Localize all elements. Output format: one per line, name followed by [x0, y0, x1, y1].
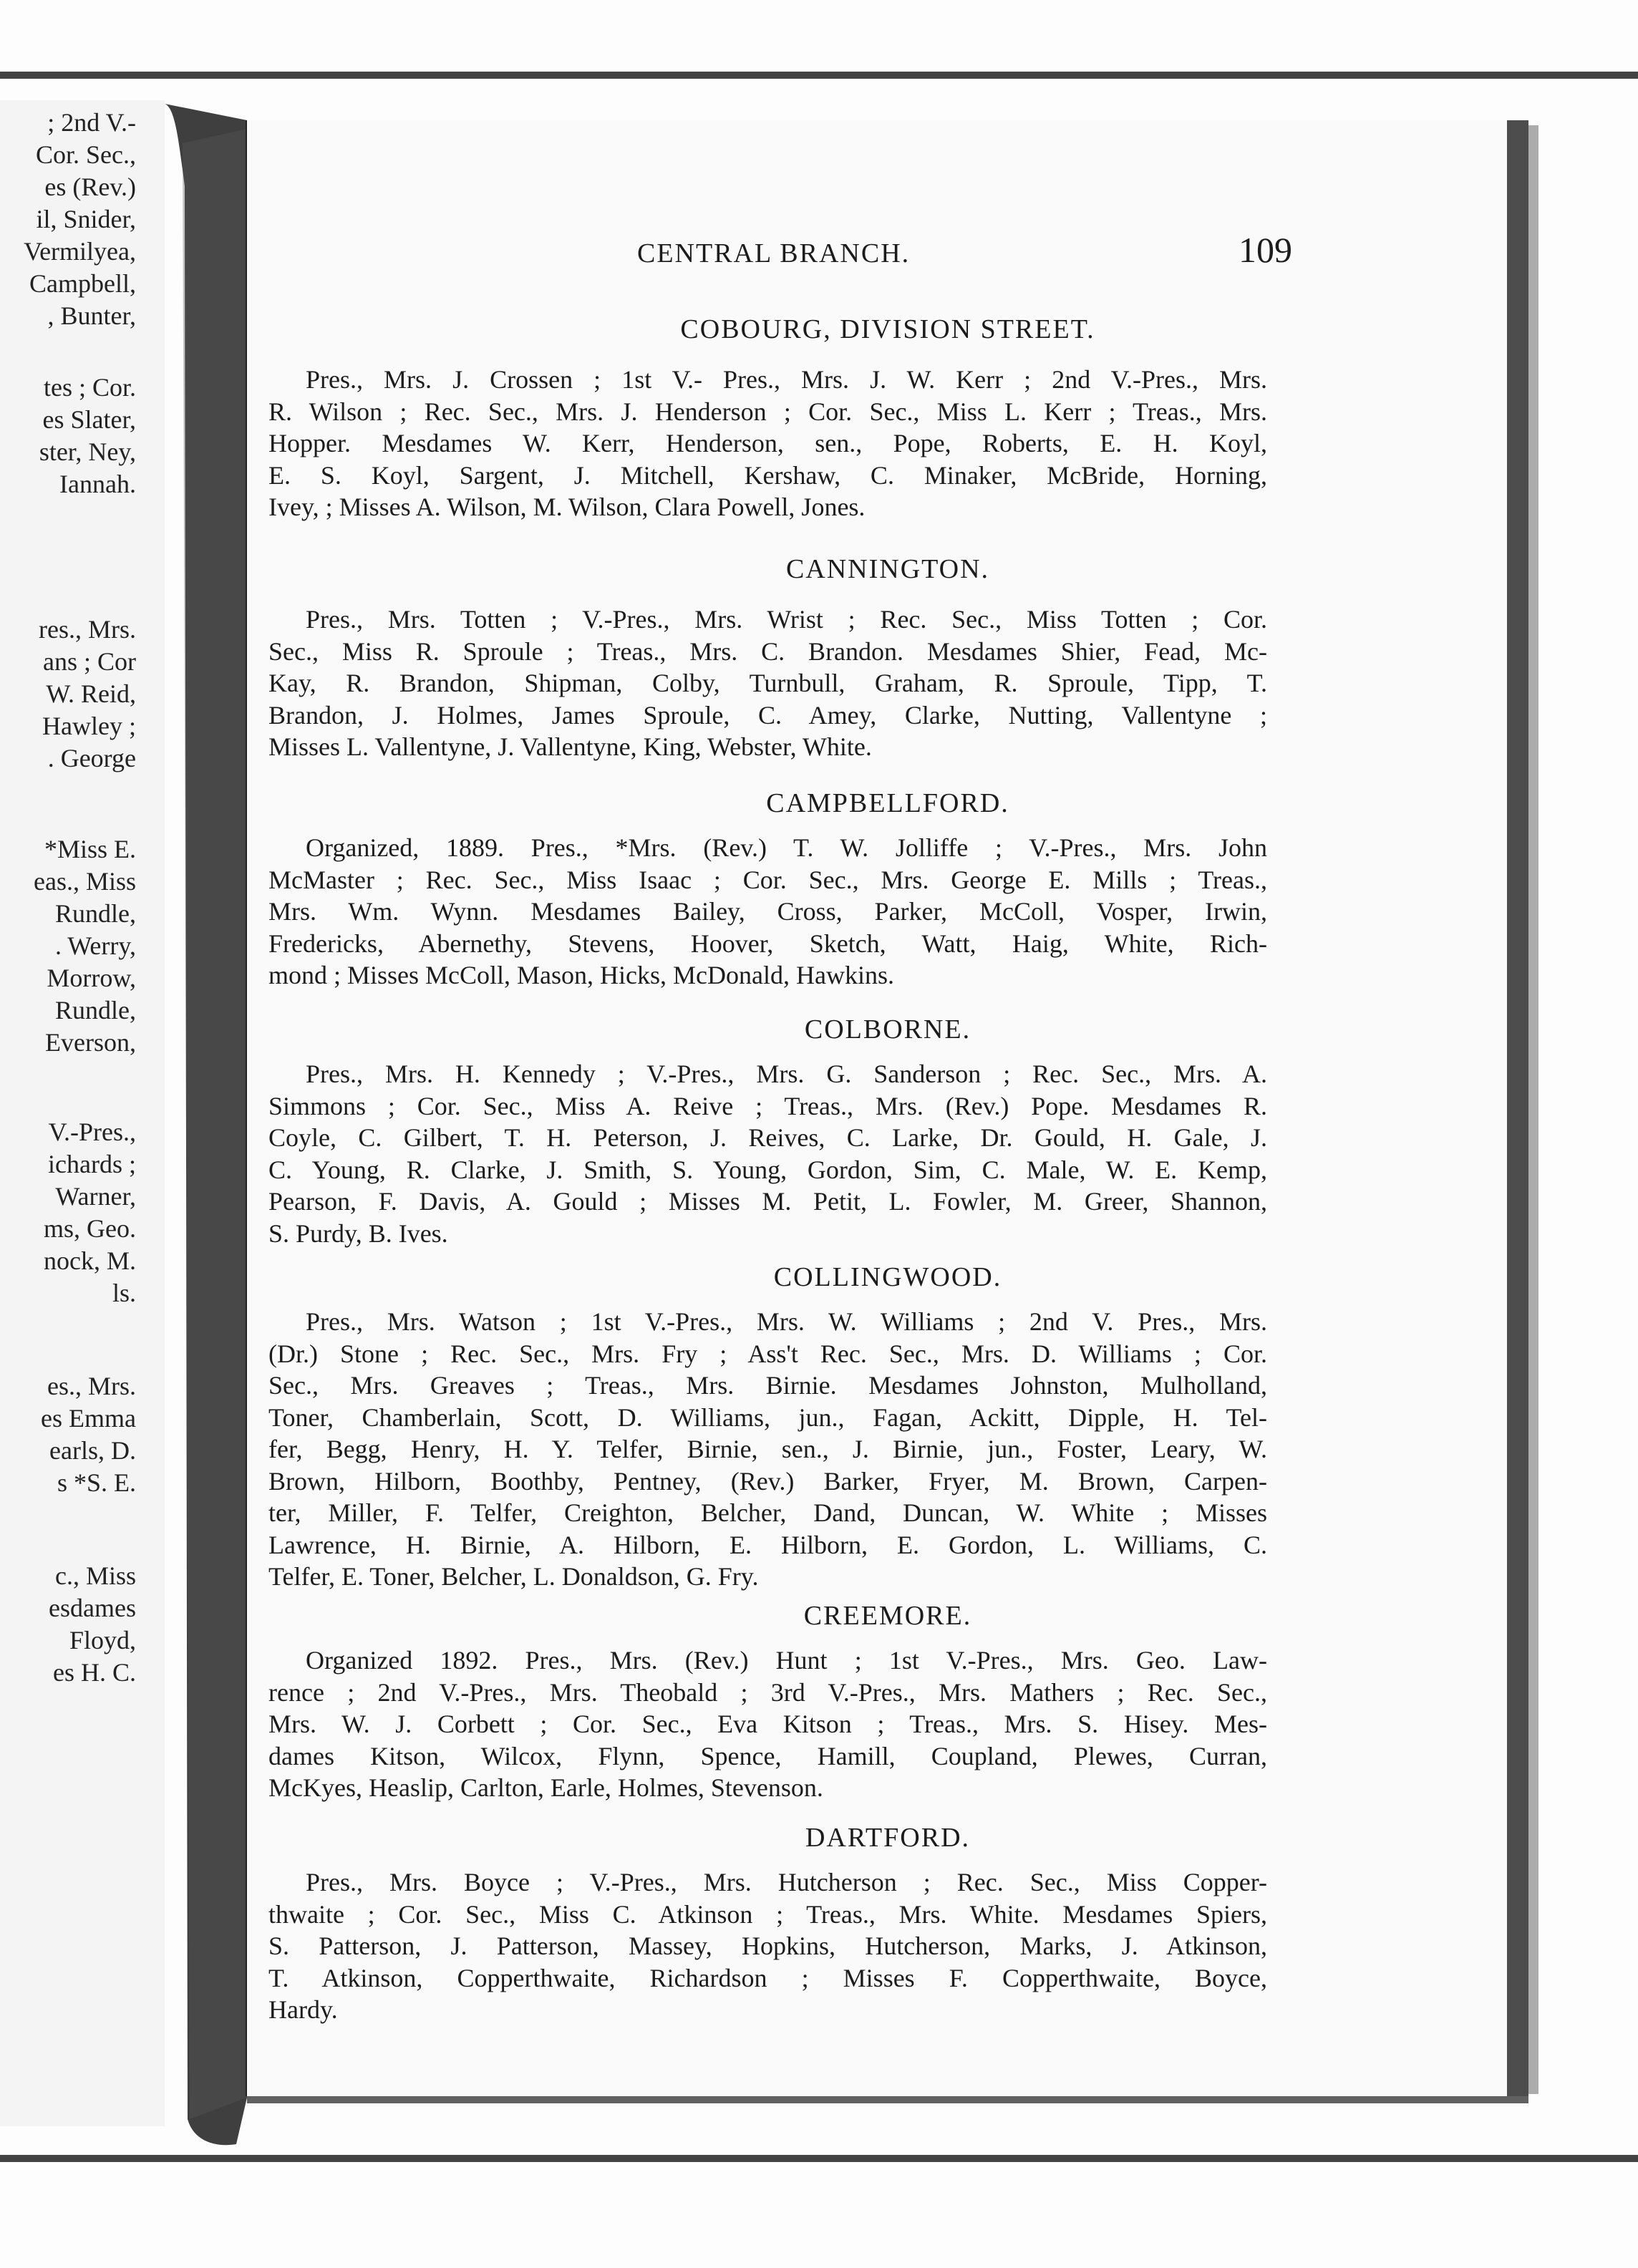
facing-page-fragment: ls.	[112, 1279, 136, 1307]
text-line: Toner, Chamberlain, Scott, D. Williams, jun., Fagan, Ackitt, Dipple, H. Tel-	[268, 1402, 1267, 1432]
text-line: S. Patterson, J. Patterson, Massey, Hopkins, Hutcherson, Marks, J. Atkinson,	[268, 1932, 1267, 1960]
section-title: DARTFORD.	[805, 1823, 971, 1853]
section-body	[268, 832, 1267, 992]
text-line: Pres., Mrs. J. Crossen ; 1st V.- Pres., Mrs. J. W. Kerr ; 2nd V.-Pres., Mrs.	[306, 365, 1267, 394]
section-cobourg	[247, 314, 1507, 521]
section-title: CREEMORE.	[803, 1601, 972, 1631]
facing-page-fragment: V.-Pres.,	[48, 1118, 136, 1146]
facing-page-fragment: . George	[47, 744, 136, 772]
text-line: Brown, Hilborn, Boothby, Pentney, (Rev.) Barker, Fryer, M. Brown, Carpen-	[268, 1466, 1267, 1496]
facing-page-fragment: Rundle,	[55, 996, 136, 1024]
section-title: CANNINGTON.	[785, 554, 990, 584]
facing-page-fragment: es Emma	[41, 1404, 136, 1433]
section-campbellford	[247, 788, 1507, 989]
text-line: Pres., Mrs. H. Kennedy ; V.-Pres., Mrs. G. Sanderson ; Rec. Sec., Mrs. A.	[306, 1060, 1267, 1088]
text-line: Misses L. Vallentyne, J. Vallentyne, King, Webster, White.	[268, 732, 872, 761]
text-line: E. S. Koyl, Sargent, J. Mitchell, Kershaw, C. Minaker, McBride, Horning,	[268, 460, 1267, 490]
section-body	[268, 1866, 1267, 2026]
text-line: C. Young, R. Clarke, J. Smith, S. Young, Gordon, Sim, C. Male, W. E. Kemp,	[268, 1155, 1267, 1184]
facing-page-fragment: es Slater,	[42, 405, 136, 434]
section-cannington	[247, 553, 1507, 761]
facing-page-fragment: . Werry,	[54, 931, 136, 960]
facing-page-fragment: es., Mrs.	[47, 1372, 136, 1400]
section-creemore	[247, 1600, 1507, 1802]
section-collingwood	[247, 1261, 1507, 1591]
section-dartford	[247, 1822, 1507, 2024]
facing-page-fragment: s *S. E.	[57, 1468, 136, 1497]
facing-page-fragment: Morrow,	[47, 964, 136, 992]
facing-page-fragment: Floyd,	[69, 1626, 136, 1654]
text-line: rence ; 2nd V.-Pres., Mrs. Theobald ; 3rd V.-Pres., Mrs. Mathers ; Rec. Sec.,	[268, 1677, 1267, 1707]
section-title: COBOURG, DIVISION STREET.	[680, 314, 1095, 344]
text-line: dames Kitson, Wilcox, Flynn, Spence, Hamill, Coupland, Plewes, Curran,	[268, 1741, 1267, 1770]
facing-page-fragment: Hawley ;	[42, 712, 136, 740]
text-line: Organized, 1889. Pres., *Mrs. (Rev.) T. W. Jolliffe ; V.-Pres., Mrs. John	[306, 833, 1267, 862]
text-line: Pearson, F. Davis, A. Gould ; Misses M. Petit, L. Fowler, M. Greer, Shannon,	[268, 1187, 1267, 1216]
facing-page-fragment: ; 2nd V.-	[47, 108, 136, 137]
facing-page-fragment: es H. C.	[53, 1658, 136, 1687]
facing-page-fragment: esdames	[49, 1594, 136, 1622]
section-body	[268, 1058, 1267, 1249]
text-line: Hopper. Mesdames W. Kerr, Henderson, sen., Pope, Roberts, E. H. Koyl,	[268, 429, 1267, 457]
section-body	[268, 1644, 1267, 1804]
section-body	[268, 604, 1267, 763]
running-head: CENTRAL BRANCH.	[637, 238, 911, 268]
text-line: mond ; Misses McColl, Mason, Hicks, McDonald, Hawkins.	[268, 961, 894, 989]
facing-page-fragment: Everson,	[45, 1028, 136, 1057]
text-line: Sec., Mrs. Greaves ; Treas., Mrs. Birnie. Mesdames Johnston, Mulholland,	[268, 1371, 1267, 1400]
section-body	[268, 364, 1267, 523]
text-line: Fredericks, Abernethy, Stevens, Hoover, Sketch, Watt, Haig, White, Rich-	[268, 929, 1267, 958]
page-header	[247, 228, 1507, 278]
facing-page-fragment: tes ; Cor.	[43, 373, 136, 402]
section-title: COLLINGWOOD.	[773, 1262, 1002, 1292]
section-title: COLBORNE.	[804, 1014, 971, 1045]
section-body	[268, 1306, 1267, 1593]
text-line: R. Wilson ; Rec. Sec., Mrs. J. Henderson ; Cor. Sec., Miss L. Kerr ; Treas., Mrs.	[268, 397, 1267, 426]
facing-page-fragment: nock, M.	[44, 1246, 136, 1275]
facing-page-fragment: res., Mrs.	[39, 615, 136, 644]
facing-page-fragment: c., Miss	[54, 1561, 136, 1590]
text-line: thwaite ; Cor. Sec., Miss C. Atkinson ; Treas., Mrs. White. Mesdames Spiers,	[268, 1899, 1267, 1929]
facing-page-fragment: Campbell,	[29, 269, 136, 298]
text-line: Mrs. W. J. Corbett ; Cor. Sec., Eva Kitson ; Treas., Mrs. S. Hisey. Mes-	[268, 1710, 1267, 1738]
text-line: Mrs. Wm. Wynn. Mesdames Bailey, Cross, Parker, McColl, Vosper, Irwin,	[268, 897, 1267, 926]
text-line: Simmons ; Cor. Sec., Miss A. Reive ; Treas., Mrs. (Rev.) Pope. Mesdames R.	[268, 1091, 1267, 1120]
text-line: Pres., Mrs. Boyce ; V.-Pres., Mrs. Hutcherson ; Rec. Sec., Miss Copper-	[306, 1868, 1267, 1896]
facing-page-fragment: ichards ;	[48, 1150, 136, 1178]
facing-page-fragment: eas., Miss	[34, 867, 136, 896]
text-line: T. Atkinson, Copperthwaite, Richardson ; Misses F. Copperthwaite, Boyce,	[268, 1963, 1267, 1992]
text-line: fer, Begg, Henry, H. Y. Telfer, Birnie, sen., J. Birnie, jun., Foster, Leary, W.	[268, 1435, 1267, 1463]
text-line: McKyes, Heaslip, Carlton, Earle, Holmes, Stevenson.	[268, 1773, 823, 1802]
text-line: Brandon, J. Holmes, James Sproule, C. Amey, Clarke, Nutting, Vallentyne ;	[268, 700, 1267, 730]
facing-page-fragment: earls, D.	[49, 1436, 136, 1465]
facing-page-fragment: Warner,	[55, 1182, 136, 1211]
facing-page-fragment: ms, Geo.	[44, 1214, 136, 1243]
text-line: Coyle, C. Gilbert, T. H. Peterson, J. Reives, C. Larke, Dr. Gould, H. Gale, J.	[268, 1123, 1267, 1152]
text-line: Pres., Mrs. Totten ; V.-Pres., Mrs. Wrist ; Rec. Sec., Miss Totten ; Cor.	[306, 605, 1267, 634]
text-line: (Dr.) Stone ; Rec. Sec., Mrs. Fry ; Ass't Rec. Sec., Mrs. D. Williams ; Cor.	[268, 1339, 1267, 1368]
facing-page-fragment: ster, Ney,	[39, 437, 136, 466]
facing-page-fragment: Cor. Sec.,	[36, 140, 136, 169]
text-line: Ivey, ; Misses A. Wilson, M. Wilson, Clara Powell, Jones.	[268, 493, 866, 521]
facing-page-fragment: es (Rev.)	[44, 173, 136, 201]
text-line: Pres., Mrs. Watson ; 1st V.-Pres., Mrs. W. Williams ; 2nd V. Pres., Mrs.	[306, 1307, 1267, 1336]
text-line: Kay, R. Brandon, Shipman, Colby, Turnbull, Graham, R. Sproule, Tipp, T.	[268, 669, 1267, 697]
facing-page-fragment: W. Reid,	[46, 679, 136, 708]
text-line: Sec., Miss R. Sproule ; Treas., Mrs. C. Brandon. Mesdames Shier, Fead, Mc-	[268, 636, 1267, 666]
text-line: McMaster ; Rec. Sec., Miss Isaac ; Cor. Sec., Mrs. George E. Mills ; Treas.,	[268, 865, 1267, 894]
facing-page-fragment: , Bunter,	[47, 301, 136, 330]
section-colborne	[247, 1014, 1507, 1248]
text-line: Lawrence, H. Birnie, A. Hilborn, E. Hilborn, E. Gordon, L. Williams, C.	[268, 1530, 1267, 1559]
text-line: S. Purdy, B. Ives.	[268, 1218, 448, 1248]
text-line: Hardy.	[268, 1995, 338, 2024]
page-number: 109	[1239, 230, 1292, 270]
facing-page-edge	[0, 100, 165, 2126]
facing-page-fragment: Iannah.	[59, 470, 136, 498]
book-page	[247, 120, 1507, 2096]
text-line: ter, Miller, F. Telfer, Creighton, Belcher, Dand, Duncan, W. White ; Misses	[268, 1498, 1267, 1527]
section-title: CAMPBELLFORD.	[766, 788, 1009, 818]
facing-page-fragment: *Miss E.	[44, 835, 136, 863]
facing-page-fragment: Vermilyea,	[24, 237, 136, 266]
text-line: Organized 1892. Pres., Mrs. (Rev.) Hunt ; 1st V.-Pres., Mrs. Geo. Law-	[306, 1646, 1267, 1675]
text-line: Telfer, E. Toner, Belcher, L. Donaldson, G. Fry.	[268, 1562, 759, 1591]
facing-page-fragment: il, Snider,	[36, 205, 136, 233]
facing-page-fragment: Rundle,	[55, 899, 136, 928]
facing-page-fragment: ans ; Cor	[43, 647, 136, 676]
